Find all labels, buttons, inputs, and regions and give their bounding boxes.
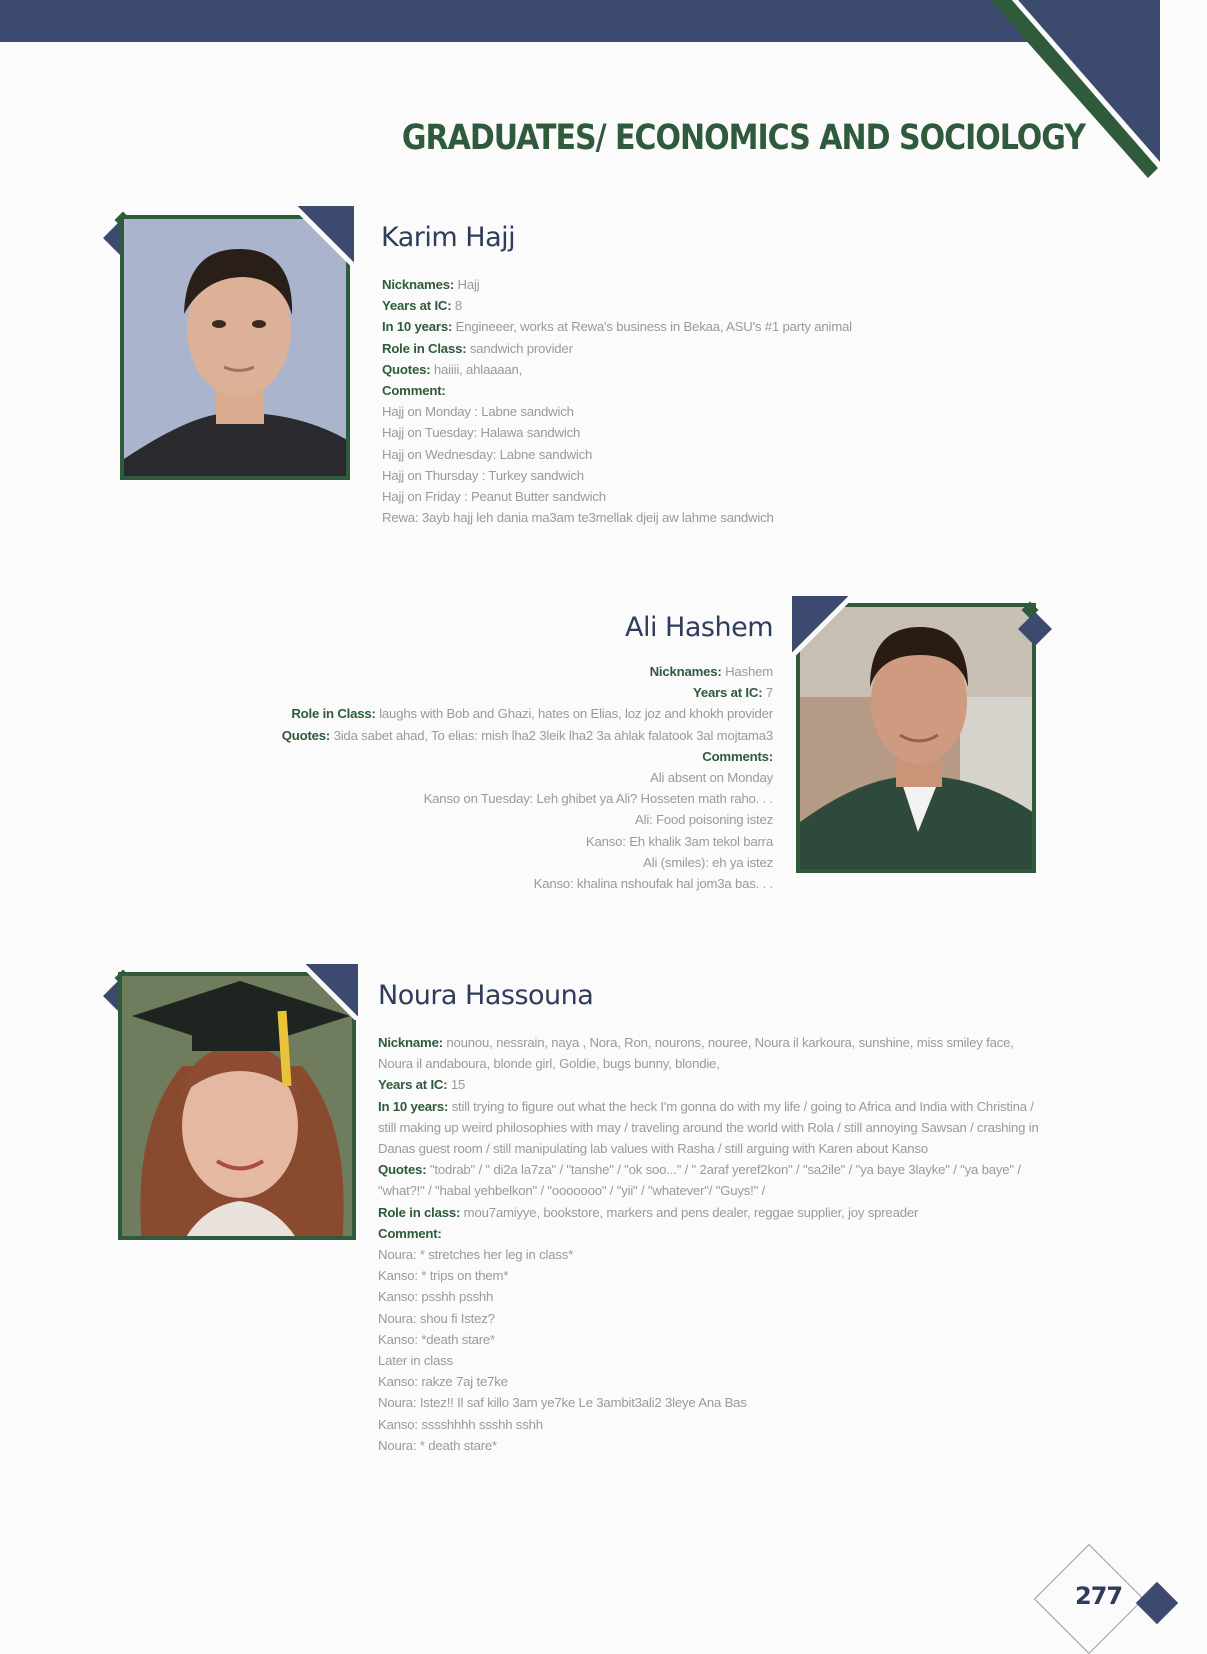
comment-line: Hajj on Wednesday: Labne sandwich xyxy=(382,446,593,462)
comment-line: Later in class xyxy=(378,1353,453,1369)
comment-line: Noura: shou fi Istez? xyxy=(378,1310,495,1326)
comment-line: Kanso: rakze 7aj te7ke xyxy=(378,1374,508,1390)
field-nicknames: Nicknames: Hashem xyxy=(649,664,773,679)
comment-line: Kanso: sssshhhh ssshh sshh xyxy=(378,1416,543,1432)
comment-line: Noura: Istez!! Il saf killo 3am ye7ke Le 3ambit3ali2 3leye Ana Bas xyxy=(378,1395,747,1411)
field-nicknames: Nicknames: Hajj xyxy=(382,277,480,292)
comment-line: Hajj on Monday : Labne sandwich xyxy=(382,404,574,420)
comment-line: Ali absent on Monday xyxy=(650,770,773,786)
photo-corner-triangle xyxy=(302,964,358,1020)
comment-line: Kanso on Tuesday: Leh ghibet ya Ali? Hosseten math raho. . . xyxy=(423,791,773,807)
profile-details xyxy=(378,1032,1050,1456)
comment-line: Kanso: psshh psshh xyxy=(378,1289,494,1305)
header-corner-stripes xyxy=(960,0,1207,190)
field-quotes: Quotes: 3ida sabet ahad, To elias: mish lha2 3leik lha2 3a ahlak falatook 3al mojtama3 xyxy=(281,727,773,743)
field-quotes: Quotes: "todrab" / " di2a la7za" / "tanshe" / "ok soo..." / " 2araf yeref2kon" / "sa2ile" / "ya baye 3layke" / "ya baye" / "what?!" / "habal yehbelkon" / "ooooooo" / "yii" / "whatever"/ "Guys!" / xyxy=(378,1162,1021,1199)
comment-line: Kanso: Eh khalik 3am tekol barra xyxy=(585,833,773,849)
field-quotes: Quotes: haiiii, ahlaaaan, xyxy=(382,361,523,377)
field-nickname: Nickname: nounou, nessrain, naya , Nora, Ron, nourons, nouree, Noura il karkoura, sunshine, miss smiley face, Noura il andaboura, blonde girl, Goldie, bugs bunny, blondie, xyxy=(378,1035,1014,1072)
field-role: Role in Class: laughs with Bob and Ghazi, hates on Elias, loz joz and khokh provider xyxy=(291,706,773,722)
section-title: GRADUATES/ ECONOMICS AND SOCIOLOGY xyxy=(401,118,1085,159)
profile-name: Ali Hashem xyxy=(625,612,773,643)
photo-corner-triangle xyxy=(792,596,852,656)
comment-line: Kanso: *death stare* xyxy=(378,1331,495,1347)
comment-line: Hajj on Tuesday: Halawa sandwich xyxy=(382,425,581,441)
field-years: Years at IC: 15 xyxy=(378,1077,466,1093)
field-years: Years at IC: 8 xyxy=(382,298,463,314)
comment-line: Kanso: * trips on them* xyxy=(378,1268,509,1284)
profile-name: Karim Hajj xyxy=(381,222,516,253)
comment-line: Ali: Food poisoning istez xyxy=(635,812,773,828)
comment-line: Ali (smiles): eh ya istez xyxy=(643,854,773,870)
profile-name: Noura Hassouna xyxy=(378,980,594,1011)
field-comments: Comments: xyxy=(702,748,773,764)
comment-line: Hajj on Friday : Peanut Butter sandwich xyxy=(382,489,606,505)
field-comment: Comment: xyxy=(378,1225,442,1241)
field-role: Role in class: mou7amiyye, bookstore, markers and pens dealer, reggae supplier, joy spreader xyxy=(378,1204,919,1220)
field-ten-years: In 10 years: Engineeer, works at Rewa's business in Bekaa, ASU's #1 party animal xyxy=(382,319,852,335)
field-ten-years: In 10 years: still trying to figure out what the heck I'm gonna do with my life / going to Africa and India with Christina / still making up weird philosophies with may / traveling around the world with Rola / still annoying Sawsan / crashing in Danas guest room / still manipulating lab values with Rasha / still arguing with Karen about Kanso xyxy=(378,1098,1039,1157)
photo-corner-triangle xyxy=(294,206,354,266)
field-years: Years at IC: 7 xyxy=(692,685,773,701)
field-role: Role in Class: sandwich provider xyxy=(382,340,573,356)
field-comment: Comment: xyxy=(382,383,446,399)
profile-header-right xyxy=(300,612,773,643)
comment-line: Rewa: 3ayb hajj leh dania ma3am te3mellak djeij aw lahme sandwich xyxy=(382,510,774,526)
page-number: 277 xyxy=(1075,1582,1123,1610)
comment-line: Noura: * stretches her leg in class* xyxy=(378,1247,574,1263)
comment-line: Kanso: khalina nshoufak hal jom3a bas. . . xyxy=(533,876,773,892)
comment-line: Hajj on Thursday : Turkey sandwich xyxy=(382,467,584,483)
comment-line: Noura: * death stare* xyxy=(378,1437,497,1453)
profile-details xyxy=(150,661,773,894)
profile-details xyxy=(382,274,852,528)
page-number-diamond xyxy=(1136,1582,1178,1624)
